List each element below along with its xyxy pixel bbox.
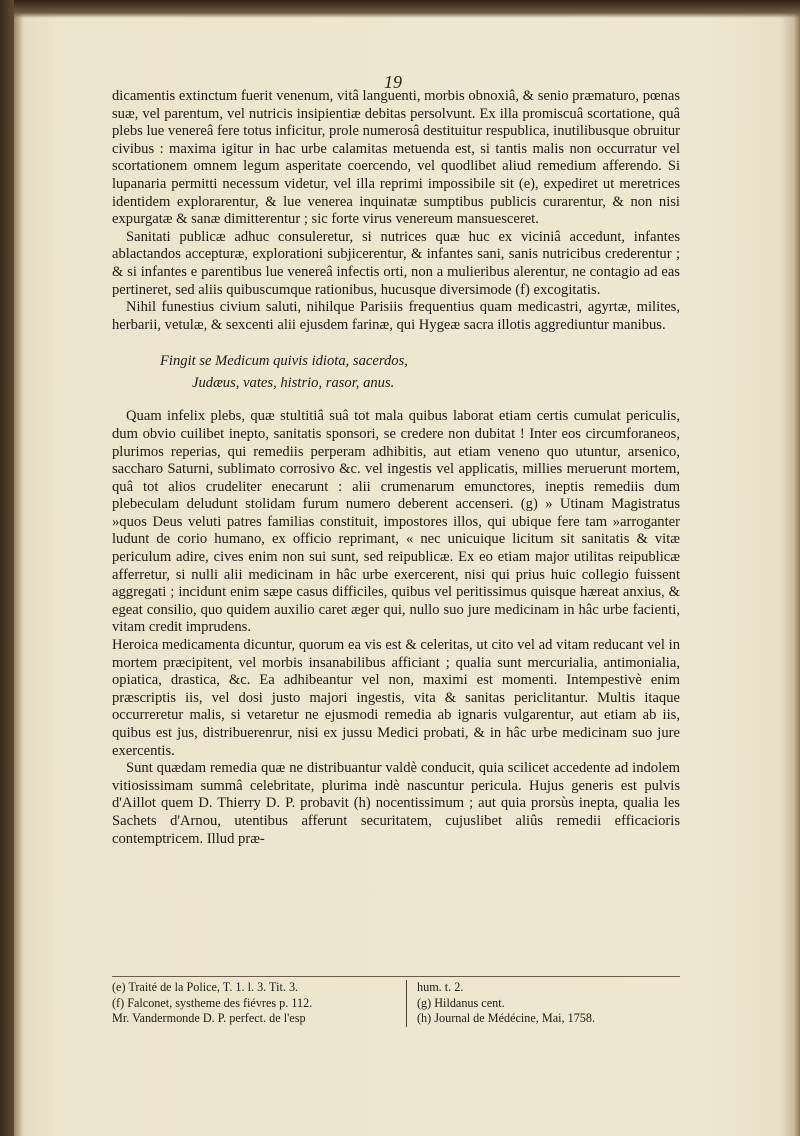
verse-quotation — [112, 350, 680, 394]
paragraph-3: Nihil funestius civium saluti, nihilque Parisiis frequentius quam medicastri, agyrtæ, milites, herbarii, vetulæ, & sexcenti alii ejusdem farinæ, qui Hygeæ sacra illotis aggrediuntur manibus. — [112, 299, 680, 333]
paragraph-4: Quam infelix plebs, quæ stultitiâ suâ tot mala quibus laborat etiam certis cumulat periculis, dum obvio cuilibet inepto, sanitatis sponsori, se credere non dubitat ! Inter eos circumforaneos, plurimos reperias, qui remediis perperam adhibitis, aut etiam veneno quo utuntur, arsenico, saccharo Saturni, sublimato corrosivo &c. vel ingestis vel applicatis, millies meruerunt mortem, quâ tot alios crudeliter enecarunt : alii crumenarum emunctores, ineptis remediis dum plebeculam deludunt stolidam furum numero deberent accenseri. (g) » Utinam Magistratus »quos Deus veluti patres familias constituit, impostores illos, qui ubique fere tam »arroganter ludunt de corio humano, ex officio reprimant, « nec unicuique licitum sit sanitatis & vitæ periculum adire, cives enim non sui sunt, sed reipublicæ. Ex eo etiam major utilitas reipublicæ afferretur, si nulli alii medicinam in hâc urbe exercerent, nisi qui prius huic collegio fuissent aggregati ; incidunt enim sæpe casus difficiles, quibus vel peritissimus quisque hæreat anxius, & egeat consilio, quo quidem auxilio caret æger qui, nullo suo jure medicinam in hâc urbe facienti, vitam credit imprudens. — [112, 408, 680, 636]
footnote-f-end: hum. t. 2. — [417, 980, 464, 994]
top-edge-shadow — [0, 0, 800, 18]
paragraph-2: Sanitati publicæ adhuc consuleretur, si nutrices quæ huc ex viciniâ accedunt, infantes ablactandos accepturæ, explorationi subjicerentur, & infantes sani, sanis nutricibus crederentur ; & si infantes e parentibus lue venereâ infectis orti, non a mulieribus alerentur, ne contagio ad eas pertineret, sed aliis quibuscumque rationibus, hucusque diversimode (f) excogitatis. — [112, 228, 680, 298]
book-page — [112, 70, 680, 1070]
page-body — [112, 88, 680, 848]
footnotes — [112, 976, 680, 1027]
verse-line-2: Judæus, vates, histrio, rasor, anus. — [192, 375, 395, 392]
footnote-f: (f) Falconet, systheme des fiévres p. 112. — [112, 995, 313, 1010]
binding-edge — [0, 0, 14, 1136]
footnotes-left-column — [112, 980, 407, 1027]
verse-line-1: Fingit se Medicum quivis idiota, sacerdos, — [160, 353, 408, 370]
paragraph-1: dicamentis extinctum fuerit venenum, vitâ languenti, morbis obnoxiâ, & senio præmaturo, pœnas suæ, vel parentum, vel nutricis insipientiæ debitas persolvunt. Ex illa promiscuâ scortatione, quâ plebs lue venereâ fere totus inficitur, prole numerosâ destituitur respublica, inutilibusque obruitur civibus : maxima igitur in hac urbe calamitas metuenda est, si tantis malis non occurratur vel scortationem omnem legum asperitate coercendo, vel quodlibet aliud remedium afferendo. Si lupanaria permitti necessum videtur, vel illa reprimi impossibile sit (e), expediret ut meretrices identidem explorarentur, & lue venerea inquinatæ sumptibus publicis curarentur, & non nisi expurgatæ & sanæ dimitterentur ; sic forte virus venereum mansuesceret. — [112, 88, 681, 228]
footnote-e: (e) Traité de la Police, T. 1. l. 3. Tit. 3. — [112, 980, 299, 994]
page-number: 19 — [384, 72, 402, 92]
paragraph-6: Sunt quædam remedia quæ ne distribuantur valdè conducit, quia scilicet accedente ad indolem vitiosissimam summâ celebritate, plurima indè nascuntur pericula. Hujus generis est pulvis d'Aillot quem D. Thierry D. P. probavit (h) nocentissimum ; aut quia prorsùs inepta, qualia les Sachets d'Arnou, utentibus afferunt securitatem, cujuslibet aliûs remedii efficacioris contemptricem. Illud præ- — [112, 760, 680, 847]
footnote-g: (g) Hildanus cent. — [417, 995, 505, 1010]
footnote-f-continued: Mr. Vandermonde D. P. perfect. de l'esp — [112, 1011, 306, 1026]
paragraph-5: Heroica medicamenta dicuntur, quorum ea vis est & celeritas, ut cito vel ad vitam reducant vel in mortem præcipitent, vel morbis insanabilibus afficiant ; qualia sunt mercurialia, antimonialia, opiatica, drastica, &c. Ea adhibeantur vel non, maximi est momenti. Intempestivè enim præscriptis iis, vel dosi justo majori ingestis, vita & sanitas periclitantur. Multis itaque occurreretur malis, si vetaretur ne ejusmodi remedia ab ignaris vulgarentur, aut etiam ab iis, quibus est jus, distribuerenrur, nisi ex jussu Medici probati, & in hâc urbe medicinam suo jure exercentis. — [112, 637, 680, 759]
footnotes-right-column — [407, 980, 595, 1027]
footnote-h: (h) Journal de Médécine, Mai, 1758. — [417, 1011, 596, 1026]
